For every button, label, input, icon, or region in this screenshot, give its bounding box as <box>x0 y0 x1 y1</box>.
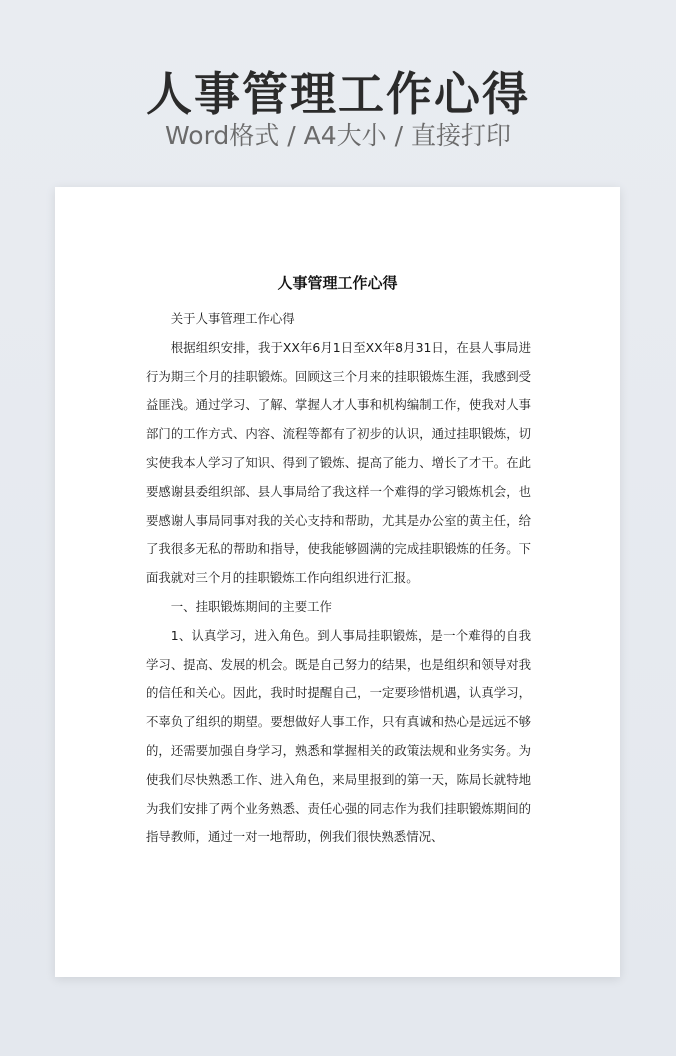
banner-subtitle: Word格式 / A4大小 / 直接打印 <box>165 121 511 150</box>
paragraph-2: 1、认真学习，进入角色。到人事局挂职锻炼，是一个难得的自我学习、提高、发展的机会。既是自己努力的结果，也是组织和领导对我的信任和关心。因此，我时时提醒自己，一定要珍惜机遇，认真学习，不辜负了组织的期望。要想做好人事工作，只有真诚和热心是远远不够的，还需要加强自身学习，熟悉和掌握相关的政策法规和业务实务。为使我们尽快熟悉工作、进入角色，来局里报到的第一天，陈局长就特地为我们安排了两个业务熟悉、责任心强的同志作为我们挂职锻炼期间的指导教师，通过一对一地帮助，例我们很快熟悉情况、 <box>146 627 531 845</box>
paragraph-intro: 关于人事管理工作心得 <box>170 311 295 326</box>
document-body <box>146 305 531 852</box>
banner-title: 人事管理工作心得 <box>146 67 530 121</box>
document-page <box>55 187 620 977</box>
paragraph-1: 根据组织安排，我于XX年6月1日至XX年8月31日，在县人事局进行为期三个月的挂职锻炼。回顾这三个月来的挂职锻炼生涯，我感到受益匪浅。通过学习、了解、掌握人才人事和机构编制工作，使我对人事部门的工作方式、内容、流程等都有了初步的认识，通过挂职锻炼，切实使我本人学习了知识、得到了锻炼、提高了能力、增长了才干。在此要感谢县委组织部、县人事局给了我这样一个难得的学习锻炼机会，也要感谢人事局同事对我的关心支持和帮助，尤其是办公室的黄主任，给了我很多无私的帮助和指导，使我能够圆满的完成挂职锻炼的任务。下面我就对三个月的挂职锻炼工作向组织进行汇报。 <box>146 339 531 586</box>
document-title: 人事管理工作心得 <box>277 274 398 292</box>
section-heading: 一、挂职锻炼期间的主要工作 <box>170 598 332 614</box>
